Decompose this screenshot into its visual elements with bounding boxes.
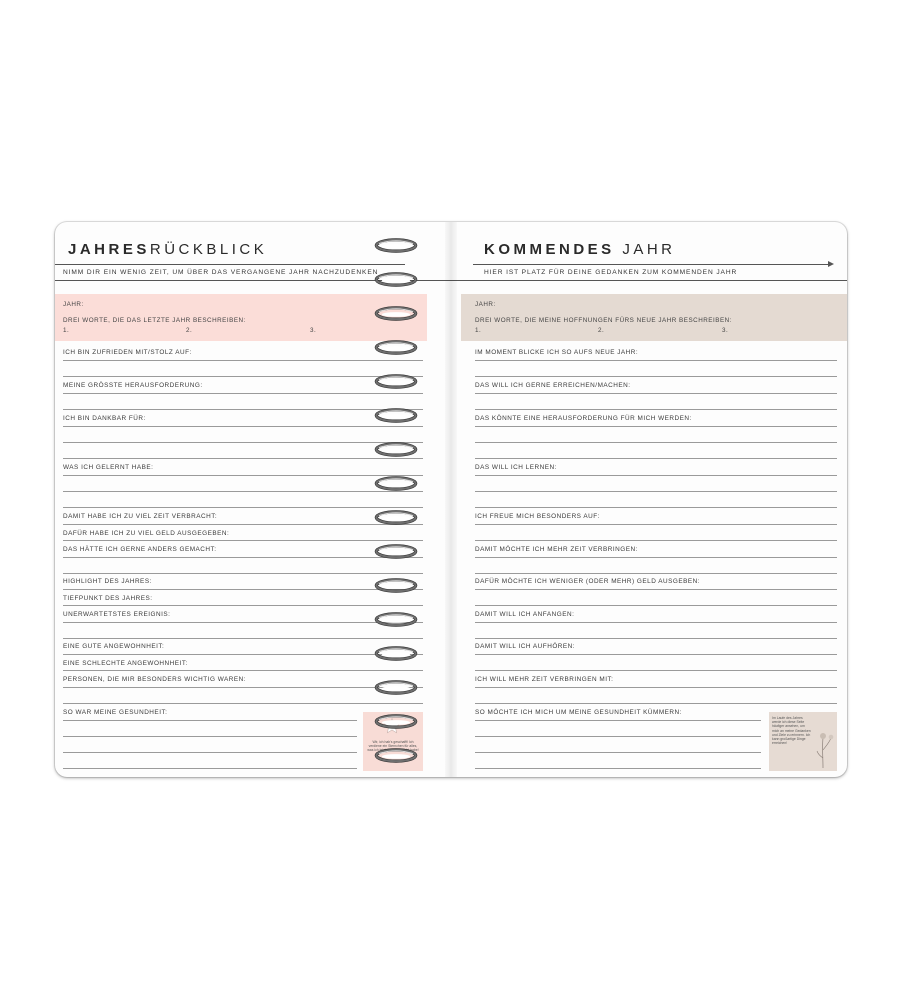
writing-line[interactable] [63,589,423,590]
word-number-1: 1. [63,327,70,334]
prompt-highlight: HIGHLIGHT DES JAHRES: [63,578,152,585]
spiral-ring-icon [372,306,420,321]
writing-line[interactable] [63,573,423,574]
writing-line[interactable] [63,376,423,377]
writing-line[interactable] [475,720,761,721]
writing-line[interactable] [475,376,837,377]
prompt-spend-time-with: ICH WILL MEHR ZEIT VERBRINGEN MIT: [475,676,614,683]
writing-line[interactable] [475,687,837,688]
writing-line[interactable] [63,442,423,443]
word-number-3: 3. [310,327,317,334]
star-note-text: Wir, ich hab's geschafft! Ich verdiene ein Sternchen für alles, was ich letztes Jahr erreicht habe! [367,740,419,753]
writing-line[interactable] [63,670,423,671]
writing-line[interactable] [475,670,837,671]
writing-line[interactable] [475,703,837,704]
writing-line[interactable] [475,638,837,639]
prompt-outlook: IM MOMENT BLICKE ICH SO AUFS NEUE JAHR: [475,349,639,356]
writing-line[interactable] [475,393,837,394]
writing-line[interactable] [475,409,837,410]
spiral-ring-icon [372,408,420,423]
prompt-do-differently: DAS HÄTTE ICH GERNE ANDERS GEMACHT: [63,546,217,553]
prompt-health: SO MÖCHTE ICH MICH UM MEINE GESUNDHEIT KÜMMERN: [475,709,682,716]
writing-line[interactable] [475,507,837,508]
writing-line[interactable] [475,524,837,525]
writing-line[interactable] [475,768,761,769]
writing-line[interactable] [63,605,423,606]
word-number-2: 2. [186,327,193,334]
writing-line[interactable] [475,360,837,361]
right-page-subtitle: HIER IST PLATZ FÜR DEINE GEDANKEN ZUM KOMMENDEN JAHR [484,269,738,276]
writing-line[interactable] [475,654,837,655]
writing-line[interactable] [63,736,357,737]
center-gutter [445,222,457,777]
writing-line[interactable] [475,458,837,459]
writing-line[interactable] [63,622,423,623]
prompt-start: DAMIT WILL ICH ANFANGEN: [475,611,575,618]
three-words-label: DREI WORTE, DIE DAS LETZTE JAHR BESCHREIBEN: [63,317,246,324]
writing-line[interactable] [63,393,423,394]
prompt-good-habit: EINE GUTE ANGEWOHNHEIT: [63,643,165,650]
word-number-3: 3. [722,327,729,334]
writing-line[interactable] [63,409,423,410]
writing-line[interactable] [63,540,423,541]
title-rule [55,264,405,265]
writing-line[interactable] [475,573,837,574]
writing-line[interactable] [475,589,837,590]
writing-line[interactable] [475,426,837,427]
left-page-title: JAHRESRÜCKBLICK [68,241,268,258]
prompt-money: DAFÜR MÖCHTE ICH WENIGER (ODER MEHR) GELD AUSGEBEN: [475,578,701,585]
prompt-stop: DAMIT WILL ICH AUFHÖREN: [475,643,576,650]
flower-icon [811,726,835,768]
spiral-ring-icon [372,680,420,695]
prompt-low-point: TIEFPUNKT DES JAHRES: [63,595,153,602]
writing-line[interactable] [63,557,423,558]
prompt-learn: DAS WILL ICH LERNEN: [475,464,557,471]
planner-spread [55,222,847,777]
writing-line[interactable] [63,491,423,492]
prompt-unexpected: UNERWARTETSTES EREIGNIS: [63,611,171,618]
spiral-ring-icon [372,238,420,253]
writing-line[interactable] [63,687,423,688]
writing-line[interactable] [475,605,837,606]
spiral-ring-icon [372,714,420,729]
writing-line[interactable] [475,491,837,492]
writing-line[interactable] [63,475,423,476]
spiral-ring-icon [372,544,420,559]
spiral-ring-icon [372,340,420,355]
spiral-ring-icon [372,272,420,287]
spiral-ring-icon [372,442,420,457]
prompt-health: SO WAR MEINE GESUNDHEIT: [63,709,168,716]
prompt-learned: WAS ICH GELERNT HABE: [63,464,154,471]
writing-line[interactable] [475,442,837,443]
writing-line[interactable] [475,622,837,623]
right-page [451,222,847,777]
writing-line[interactable] [63,720,357,721]
spiral-ring-icon [372,612,420,627]
flower-note-box [769,712,837,771]
arrow-right-icon [828,261,834,267]
writing-line[interactable] [63,426,423,427]
prompt-bad-habit: EINE SCHLECHTE ANGEWOHNHEIT: [63,660,188,667]
writing-line[interactable] [63,654,423,655]
spiral-ring-icon [372,510,420,525]
writing-line[interactable] [475,752,761,753]
word-number-2: 2. [598,327,605,334]
writing-line[interactable] [63,638,423,639]
year-label: JAHR: [63,301,84,308]
writing-line[interactable] [63,703,423,704]
prompt-too-much-money: DAFÜR HABE ICH ZU VIEL GELD AUSGEGEBEN: [63,530,230,537]
writing-line[interactable] [63,507,423,508]
title-rule [473,264,829,265]
writing-line[interactable] [475,557,837,558]
subtitle-rule [451,280,847,281]
right-page-title: KOMMENDES JAHR [484,241,676,258]
spiral-ring-icon [372,476,420,491]
prompt-look-forward: ICH FREUE MICH BESONDERS AUF: [475,513,600,520]
year-label: JAHR: [475,301,496,308]
left-page-subtitle: NIMM DIR EIN WENIG ZEIT, UM ÜBER DAS VERGANGENE JAHR NACHZUDENKEN [63,269,379,276]
writing-line[interactable] [63,752,357,753]
spiral-ring-icon [372,646,420,661]
spiral-ring-icon [372,578,420,593]
prompt-challenge: DAS KÖNNTE EINE HERAUSFORDERUNG FÜR MICH WERDEN: [475,415,692,422]
writing-line[interactable] [475,540,837,541]
flower-note-text: Im Laufe des Jahres werde ich diese Seite häufiger ansehen, um mich an meine Gedanken und Ziele zu erinnern. Ich kann großartige Dinge erreichen! [772,716,811,746]
prompt-too-much-time: DAMIT HABE ICH ZU VIEL ZEIT VERBRACHT: [63,513,218,520]
writing-line[interactable] [475,475,837,476]
word-number-1: 1. [475,327,482,334]
prompt-proud-of: ICH BIN ZUFRIEDEN MIT/STOLZ AUF: [63,349,192,356]
prompt-achieve: DAS WILL ICH GERNE ERREICHEN/MACHEN: [475,382,631,389]
year-words-band [461,294,847,341]
three-words-label: DREI WORTE, DIE MEINE HOFFNUNGEN FÜRS NEUE JAHR BESCHREIBEN: [475,317,732,324]
spiral-ring-icon [372,748,420,763]
prompt-important-people: PERSONEN, DIE MIR BESONDERS WICHTIG WAREN: [63,676,247,683]
prompt-grateful: ICH BIN DANKBAR FÜR: [63,415,146,422]
writing-line[interactable] [63,524,423,525]
writing-line[interactable] [63,768,357,769]
spiral-ring-icon [372,374,420,389]
prompt-more-time: DAMIT MÖCHTE ICH MEHR ZEIT VERBRINGEN: [475,546,638,553]
writing-line[interactable] [475,736,761,737]
writing-line[interactable] [63,458,423,459]
writing-line[interactable] [63,360,423,361]
prompt-challenge: MEINE GRÖSSTE HERAUSFORDERUNG: [63,382,203,389]
